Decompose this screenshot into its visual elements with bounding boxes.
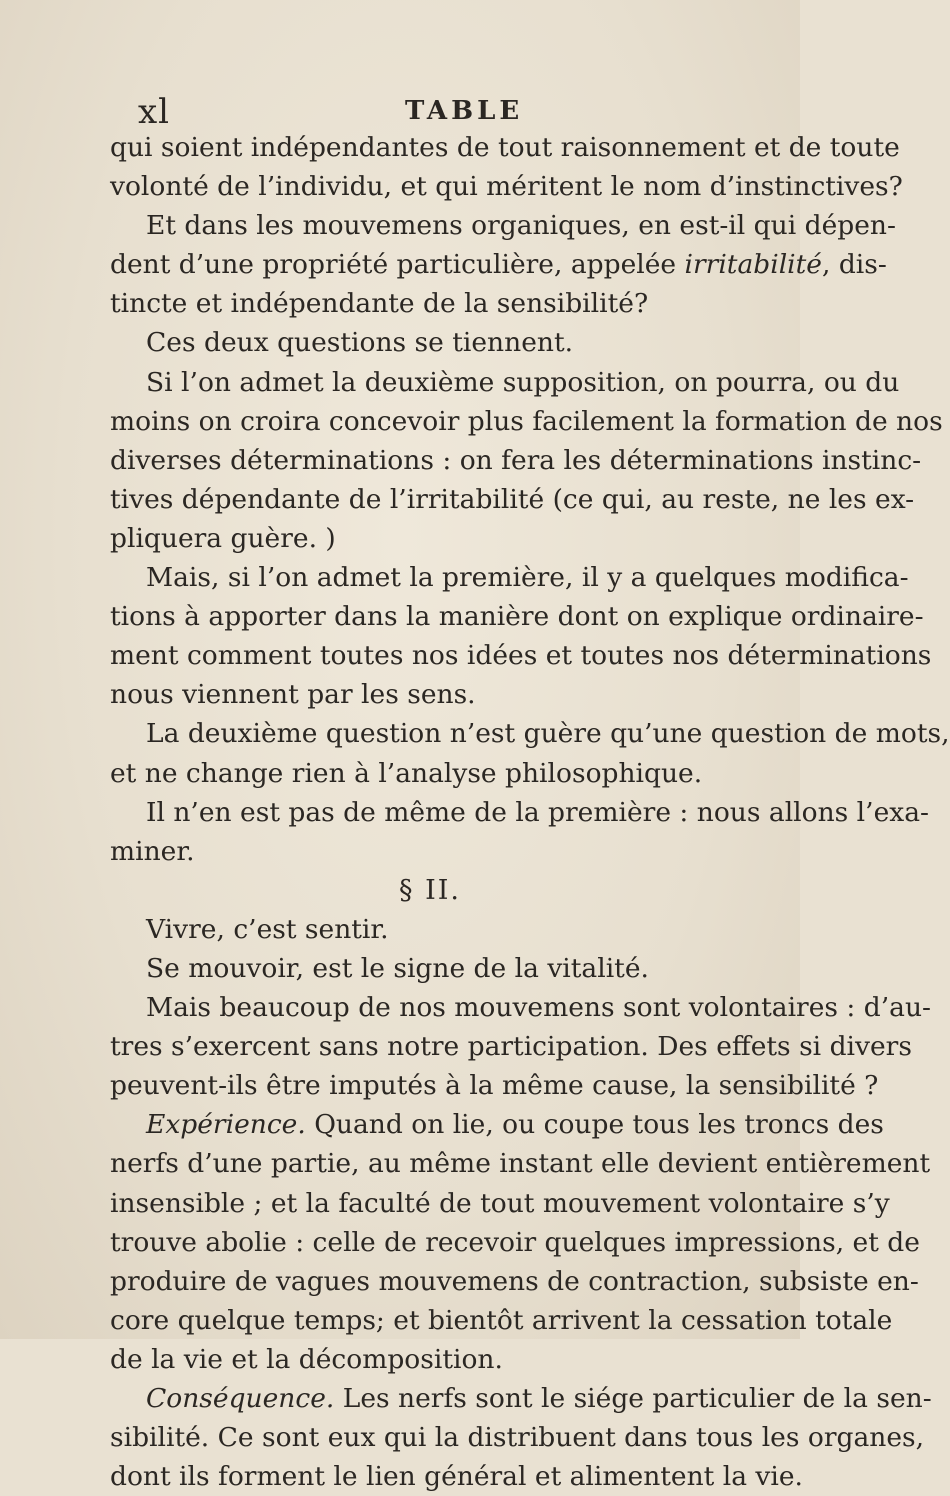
- text-line: pliquera guère. ): [110, 522, 336, 554]
- text-line: sibilité. Ce sont eux qui la distribuent dans tous les organes,: [110, 1422, 925, 1454]
- text-line: nerfs d’une partie, au même instant elle devient entièrement: [110, 1148, 931, 1180]
- text-line: tres s’exercent sans notre participation. Des effets si divers: [110, 1031, 912, 1063]
- text-line: tions à apporter dans la manière dont on explique ordinaire-: [110, 601, 924, 633]
- text-line: Et dans les mouvemens organiques, en est-il qui dépen-: [146, 210, 896, 242]
- text-line: produire de vagues mouvemens de contraction, subsiste en-: [110, 1265, 919, 1297]
- text-line: [110, 1105, 884, 1144]
- text-line: [110, 1379, 932, 1418]
- text-fragment: Quand on lie, ou coupe tous les troncs des: [305, 1109, 884, 1141]
- text-fragment: , dis-: [821, 249, 887, 281]
- body-text: [110, 128, 950, 1496]
- text-line: Si l’on admet la deuxième supposition, on pourra, ou du: [146, 366, 900, 398]
- text-line: Vivre, c’est sentir.: [146, 913, 389, 945]
- text-line: moins on croira concevoir plus facilement la formation de nos: [110, 405, 943, 437]
- text-line: tincte et indépendante de la sensibilité?: [110, 288, 649, 320]
- text-line: [110, 245, 887, 284]
- text-line: diverses déterminations : on fera les déterminations instinc-: [110, 444, 922, 476]
- italic-lead: Expérience.: [146, 1109, 306, 1141]
- page-header: [0, 92, 800, 132]
- section-heading: § II.: [399, 874, 461, 906]
- italic-lead: Conséquence.: [146, 1383, 335, 1414]
- text-line: Se mouvoir, est le signe de la vitalité.: [146, 952, 649, 984]
- text-fragment: dent d’une propriété particulière, appelée: [110, 249, 685, 281]
- text-line: Mais beaucoup de nos mouvemens sont volontaires : d’au-: [146, 992, 931, 1024]
- text-line: Mais, si l’on admet la première, il y a quelques modifica-: [146, 562, 909, 594]
- italic-term: irritabilité: [684, 249, 822, 281]
- text-line: volonté de l’individu, et qui méritent le nom d’instinctives?: [110, 171, 903, 203]
- page-number: xl: [138, 92, 171, 132]
- text-line: nous viennent par les sens.: [110, 679, 476, 711]
- text-line: miner.: [110, 835, 195, 867]
- text-fragment: Les nerfs sont le siége particulier de la sen-: [334, 1383, 932, 1414]
- text-line: ment comment toutes nos idées et toutes nos déterminations: [110, 640, 932, 672]
- text-line: de la vie et la décomposition.: [110, 1343, 503, 1375]
- text-line: trouve abolie : celle de recevoir quelques impressions, et de: [110, 1226, 920, 1258]
- text-line: tives dépendante de l’irritabilité (ce qui, au reste, ne les ex-: [110, 483, 915, 515]
- text-line: peuvent-ils être imputés à la même cause, la sensibilité ?: [110, 1070, 879, 1102]
- running-head: TABLE: [405, 96, 524, 126]
- text-line: La deuxième question n’est guère qu’une question de mots,: [146, 718, 950, 750]
- text-line: Il n’en est pas de même de la première : nous allons l’exa-: [146, 796, 929, 828]
- text-line: insensible ; et la faculté de tout mouvement volontaire s’y: [110, 1187, 890, 1219]
- text-line: qui soient indépendantes de tout raisonnement et de toute: [110, 132, 900, 163]
- text-line: et ne change rien à l’analyse philosophique.: [110, 757, 703, 789]
- text-line: dont ils forment le lien général et alimentent la vie.: [110, 1461, 803, 1493]
- text-line: core quelque temps; et bientôt arrivent la cessation totale: [110, 1304, 893, 1336]
- text-line: Ces deux questions se tiennent.: [146, 327, 574, 359]
